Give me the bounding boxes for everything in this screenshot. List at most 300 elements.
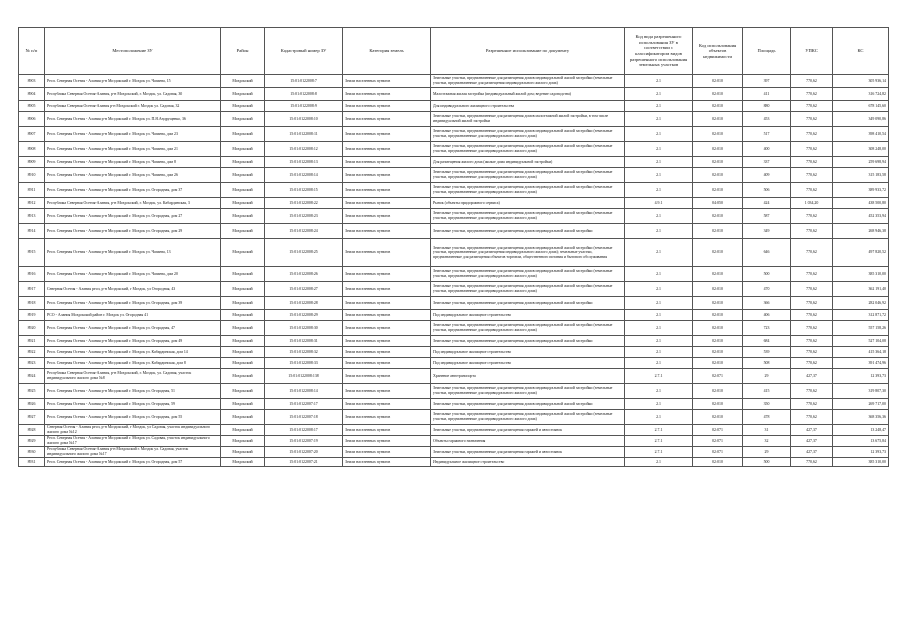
row-number: 8908 — [19, 142, 45, 157]
row-district: Моздокский — [221, 88, 265, 101]
row-area: 646 — [743, 239, 791, 267]
table-row — [19, 358, 889, 369]
row-permitted-use: Под индивидуальное жилищное строительство — [431, 358, 625, 369]
row-object-code: 02:010 — [693, 101, 743, 112]
table-row — [19, 198, 889, 209]
row-land-category: Земли населенных пунктов — [343, 239, 431, 267]
row-number: 8923 — [19, 358, 45, 369]
row-cadastral-number: 15:01:0122008:14 — [265, 384, 343, 399]
row-area: 470 — [743, 282, 791, 297]
table-row — [19, 183, 889, 198]
row-permitted-use: Земельные участки, предназначенные для размещения домов индивидуальной жилой застройки (земельные участки, предназначенные для индивидуального жилого дома) — [431, 410, 625, 425]
row-land-category: Земли населенных пунктов — [343, 75, 431, 88]
row-land-category: Земли населенных пунктов — [343, 399, 431, 410]
row-object-code: 02:010 — [693, 157, 743, 168]
row-location: Респ. Северная Осетия - Алания р-н Моздокский г. Моздок ул. Огородная, дом 37 — [45, 183, 221, 198]
row-ks: 315 183,58 — [833, 168, 889, 183]
row-upks: 770,62 — [791, 399, 833, 410]
row-use-code: 2.1 — [625, 310, 693, 321]
row-land-category: Земли населенных пунктов — [343, 321, 431, 336]
row-land-category: Земли населенных пунктов — [343, 297, 431, 310]
row-object-code: 02:010 — [693, 297, 743, 310]
row-use-code: 2.1 — [625, 88, 693, 101]
table-row — [19, 458, 889, 467]
row-object-code: 02:010 — [693, 336, 743, 347]
row-permitted-use: Индивидуальное жилищное строительство — [431, 458, 625, 467]
table-row — [19, 168, 889, 183]
row-upks: 770,62 — [791, 75, 833, 88]
row-land-category: Земли населенных пунктов — [343, 282, 431, 297]
row-ks: 389 933,72 — [833, 183, 889, 198]
row-area: 411 — [743, 88, 791, 101]
row-district: Моздокский — [221, 239, 265, 267]
row-district: Моздокский — [221, 436, 265, 447]
row-permitted-use: Земельные участки, предназначенные для размещения домов индивидуальной жилой застройки (земельные участки, предназначенные для индивидуального жилого дома) — [431, 168, 625, 183]
row-object-code: 02:010 — [693, 384, 743, 399]
row-ks: 319 807,30 — [833, 384, 889, 399]
row-permitted-use: Рынок (объекты придорожного сервиса) — [431, 198, 625, 209]
row-ks: 282 046,92 — [833, 297, 889, 310]
row-number: 8930 — [19, 447, 45, 458]
row-location: Респ. Северная Осетия - Алания р-н Моздокский г. Моздок ул. Чапаева, дом 8 — [45, 157, 221, 168]
row-permitted-use: Земельные участки, предназначенные для размещения домов индивидуальной жилой застройки (земельные участки, предназначенные для индивидуального жилого дома) — [431, 321, 625, 336]
row-district: Моздокский — [221, 183, 265, 198]
row-district: Моздокский — [221, 267, 265, 282]
row-location: РСО - Алания Моздокский район г. Моздок ул. Огородная 41 — [45, 310, 221, 321]
row-cadastral-number: 15:01:0122008:12 — [265, 142, 343, 157]
row-object-code: 02:010 — [693, 239, 743, 267]
row-district: Моздокский — [221, 282, 265, 297]
row-upks: 770,62 — [791, 157, 833, 168]
row-area: 517 — [743, 127, 791, 142]
row-cadastral-number: 15:01:0122008:13 — [265, 157, 343, 168]
table-row — [19, 310, 889, 321]
row-permitted-use: Земельные участки, предназначенные для размещения домов индивидуальной жилой застройки — [431, 399, 625, 410]
row-district: Моздокский — [221, 399, 265, 410]
row-land-category: Земли населенных пунктов — [343, 209, 431, 224]
row-number: 8926 — [19, 399, 45, 410]
row-upks: 770,62 — [791, 336, 833, 347]
row-object-code: 02:010 — [693, 142, 743, 157]
row-area: 29 — [743, 447, 791, 458]
row-district: Моздокский — [221, 112, 265, 127]
row-permitted-use: Земельные участки, предназначенные для размещения домов индивидуальной жилой застройки — [431, 224, 625, 239]
row-location: Респ. Северная Осетия - Алания р-н Моздокский г. Моздок ул. П.Я.Андрущенко, 36 — [45, 112, 221, 127]
row-use-code: 2.1 — [625, 209, 693, 224]
col-header-upks: УПКС — [791, 28, 833, 75]
row-cadastral-number: 15:01:0122008:10 — [265, 112, 343, 127]
table-row — [19, 239, 889, 267]
row-ks: 415 364,18 — [833, 347, 889, 358]
row-district: Моздокский — [221, 297, 265, 310]
row-permitted-use: Земельные участки, предназначенные для размещения гаражей и автостоянок — [431, 425, 625, 436]
row-permitted-use: Земельные участки, предназначенные для размещения домов индивидуальной жилой застройки (земельные участки, предназначенные для индивидуального жилого дома) — [431, 282, 625, 297]
row-number: 8918 — [19, 297, 45, 310]
col-header-location: Местоположение ЗУ — [45, 28, 221, 75]
row-permitted-use: Земельные участки, предназначенные для размещения домов индивидуальной жилой застройки (земельные участки, предназначенные для индивидуального жилого дома) — [431, 127, 625, 142]
col-header-area: Площадь — [743, 28, 791, 75]
row-land-category: Земли населенных пунктов — [343, 88, 431, 101]
row-cadastral-number: 15:01:0122008:24 — [265, 224, 343, 239]
row-cadastral-number: 15:01:0122008:11 — [265, 127, 343, 142]
row-use-code: 2.7.1 — [625, 425, 693, 436]
row-location: Республика Северная Осетия-Алания р-н Моздокский г. Моздок ул. Садовая, участок индивидуального жилого дома №17 — [45, 447, 221, 458]
row-number: 8927 — [19, 410, 45, 425]
row-number: 8907 — [19, 127, 45, 142]
row-object-code: 02:071 — [693, 425, 743, 436]
row-area: 337 — [743, 157, 791, 168]
row-use-code: 2.1 — [625, 168, 693, 183]
row-area: 397 — [743, 75, 791, 88]
row-use-code: 2.1 — [625, 239, 693, 267]
row-upks: 770,62 — [791, 310, 833, 321]
row-upks: 770,62 — [791, 321, 833, 336]
table-row — [19, 410, 889, 425]
row-district: Моздокский — [221, 369, 265, 384]
row-land-category: Земли населенных пунктов — [343, 157, 431, 168]
row-land-category: Земли населенных пунктов — [343, 425, 431, 436]
row-land-category: Земли населенных пунктов — [343, 112, 431, 127]
row-area: 406 — [743, 310, 791, 321]
row-upks: 770,62 — [791, 347, 833, 358]
table-row — [19, 282, 889, 297]
row-number: 8914 — [19, 224, 45, 239]
table-row — [19, 88, 889, 101]
row-number: 8910 — [19, 168, 45, 183]
row-land-category: Земли населенных пунктов — [343, 310, 431, 321]
row-ks: 12 393,73 — [833, 447, 889, 458]
row-upks: 770,62 — [791, 267, 833, 282]
row-district: Моздокский — [221, 142, 265, 157]
row-permitted-use: Земельные участки, предназначенные для размещения домов индивидуальной жилой застройки — [431, 297, 625, 310]
row-permitted-use: Под индивидуальное жилищное строительство — [431, 310, 625, 321]
row-district: Моздокский — [221, 458, 265, 467]
row-location: Респ. Северная Осетия - Алания р-н Моздокский г. Моздок ул. Чапаева, дом 21 — [45, 142, 221, 157]
col-header-cadastral-number: Кадастровый номер ЗУ — [265, 28, 343, 75]
row-location: Респ. Северная Осетия - Алания р-н Моздокский г. Моздок ул. Огородная, 51 — [45, 384, 221, 399]
row-object-code: 02:010 — [693, 310, 743, 321]
row-cadastral-number: 15:01:0122008:23 — [265, 209, 343, 224]
row-number: 8909 — [19, 157, 45, 168]
row-object-code: 02:010 — [693, 282, 743, 297]
row-ks: 259 698,94 — [833, 157, 889, 168]
row-ks: 308 248,00 — [833, 142, 889, 157]
row-location: Респ. Северная Осетия - Алания р-н Моздокский г. Моздок ул. Чапаева, дом 23 — [45, 127, 221, 142]
row-upks: 770,62 — [791, 282, 833, 297]
row-cadastral-number: 15:01:0122008:28 — [265, 297, 343, 310]
row-use-code: 4.9.1 — [625, 198, 693, 209]
col-header-object-code: Код использования объектов недвижимости — [693, 28, 743, 75]
table-row — [19, 369, 889, 384]
row-location: Республика Северная Осетия-Алания, р-н Моздокский, г. Моздок, ул. Садовая, участок индивидуального жилого дома №8 — [45, 369, 221, 384]
row-cadastral-number: 15:01:0122007:17 — [265, 399, 343, 410]
row-upks: 770,62 — [791, 112, 833, 127]
table-body — [19, 75, 889, 467]
row-location: Республика Северная Осетия-Алания р-н Моздокский г. Моздок ул. Садовая, 32 — [45, 101, 221, 112]
row-land-category: Земли населенных пунктов — [343, 458, 431, 467]
row-number: 8911 — [19, 183, 45, 198]
row-number: 8925 — [19, 384, 45, 399]
row-location: Северная Осетия - Алания респ, р-н Моздокский, г Моздок, ул Садовая, участок индивидуального жилого дома №12 — [45, 425, 221, 436]
row-cadastral-number: 15:01:0122008:26 — [265, 267, 343, 282]
row-cadastral-number: 15:01:0122008:30 — [265, 321, 343, 336]
row-area: 349 — [743, 224, 791, 239]
table-row — [19, 425, 889, 436]
row-object-code: 02:010 — [693, 168, 743, 183]
row-ks: 438 500,80 — [833, 198, 889, 209]
table-row — [19, 209, 889, 224]
row-location: Респ. Северная Осетия - Алания р-н Моздокский г. Моздок ул. Огородная, дом 57 — [45, 458, 221, 467]
row-cadastral-number: 15:01:0122008:9 — [265, 101, 343, 112]
row-ks: 305 936,14 — [833, 75, 889, 88]
table-row — [19, 224, 889, 239]
row-object-code: 02:071 — [693, 369, 743, 384]
row-area: 500 — [743, 267, 791, 282]
row-number: 8920 — [19, 321, 45, 336]
row-permitted-use: Земельные участки, предназначенные для размещения гаражей и автостоянок — [431, 447, 625, 458]
row-location: Респ. Северная Осетия - Алания р-н Моздокский г. Моздок ул. Чапаева, дом 26 — [45, 168, 221, 183]
table-row — [19, 399, 889, 410]
row-ks: 368 356,36 — [833, 410, 889, 425]
row-number: 8904 — [19, 88, 45, 101]
table-row — [19, 436, 889, 447]
row-district: Моздокский — [221, 425, 265, 436]
row-ks: 385 310,00 — [833, 267, 889, 282]
row-use-code: 2.1 — [625, 142, 693, 157]
row-land-category: Земли населенных пунктов — [343, 410, 431, 425]
row-number: 8912 — [19, 198, 45, 209]
table-row — [19, 75, 889, 88]
row-district: Моздокский — [221, 127, 265, 142]
row-use-code: 2.1 — [625, 410, 693, 425]
row-cadastral-number: 15:01:0122008:25 — [265, 239, 343, 267]
row-land-category: Земли населенных пунктов — [343, 142, 431, 157]
row-area: 366 — [743, 297, 791, 310]
row-location: Респ. Северная Осетия - Алания р-н Моздокский г. Моздок ул. Огородная, 59 — [45, 399, 221, 410]
row-upks: 770,62 — [791, 410, 833, 425]
row-object-code: 02:010 — [693, 358, 743, 369]
table-row — [19, 267, 889, 282]
row-object-code: 02:010 — [693, 321, 743, 336]
cadastral-value-table — [18, 27, 889, 467]
row-area: 424 — [743, 198, 791, 209]
row-number: 8931 — [19, 458, 45, 467]
row-number: 8922 — [19, 347, 45, 358]
row-location: Респ. Северная Осетия - Алания р-н Моздокский г. Моздок ул. Садовая, участок индивидуального жилого дома №17 — [45, 436, 221, 447]
row-use-code: 2.1 — [625, 224, 693, 239]
row-upks: 770,62 — [791, 224, 833, 239]
row-district: Моздокский — [221, 168, 265, 183]
row-area: 723 — [743, 321, 791, 336]
row-land-category: Земли населенных пунктов — [343, 436, 431, 447]
row-number: 8919 — [19, 310, 45, 321]
row-ks: 268 946,38 — [833, 224, 889, 239]
row-upks: 770,62 — [791, 384, 833, 399]
row-use-code: 2.7.1 — [625, 447, 693, 458]
row-area: 350 — [743, 399, 791, 410]
row-cadastral-number: 15:01:0122008:138 — [265, 369, 343, 384]
row-ks: 349 090,86 — [833, 112, 889, 127]
row-ks: 13 675,84 — [833, 436, 889, 447]
row-area: 415 — [743, 384, 791, 399]
row-object-code: 04:050 — [693, 198, 743, 209]
table-row — [19, 101, 889, 112]
row-permitted-use: Земельные участки, предназначенные для размещения домов малоэтажной жилой застройки, в том числе индивидуальной жилой застройки — [431, 112, 625, 127]
row-upks: 770,62 — [791, 127, 833, 142]
row-land-category: Земли населенных пунктов — [343, 347, 431, 358]
row-area: 453 — [743, 112, 791, 127]
row-use-code: 2.1 — [625, 183, 693, 198]
row-district: Моздокский — [221, 310, 265, 321]
row-area: 500 — [743, 458, 791, 467]
row-use-code: 2.1 — [625, 399, 693, 410]
row-number: 8928 — [19, 425, 45, 436]
row-ks: 398 410,54 — [833, 127, 889, 142]
row-upks: 427,37 — [791, 436, 833, 447]
row-use-code: 2.1 — [625, 336, 693, 347]
row-permitted-use: Земельные участки, предназначенные для размещения домов индивидуальной жилой застройки (земельные участки, предназначенные для размещения индивидуального жилого дома); земельные участки, предназначенные для размещения объектов торговли, общественного питания и бытового обслуживания — [431, 239, 625, 267]
row-upks: 770,62 — [791, 239, 833, 267]
row-cadastral-number: 15:01:0122008:7 — [265, 75, 343, 88]
row-use-code: 2.1 — [625, 157, 693, 168]
row-land-category: Земли населенных пунктов — [343, 267, 431, 282]
table-row — [19, 321, 889, 336]
row-permitted-use: Земельные участки, предназначенные для размещения домов индивидуальной жилой застройки (земельные участки, предназначенные для индивидуального жилого дома) — [431, 142, 625, 157]
row-area: 32 — [743, 436, 791, 447]
row-use-code: 2.1 — [625, 347, 693, 358]
row-upks: 770,62 — [791, 458, 833, 467]
row-use-code: 2.1 — [625, 267, 693, 282]
row-ks: 527 104,08 — [833, 336, 889, 347]
row-area: 31 — [743, 425, 791, 436]
row-upks: 770,62 — [791, 142, 833, 157]
row-cadastral-number: 15:01:0122007:18 — [265, 410, 343, 425]
row-land-category: Земли населенных пунктов — [343, 384, 431, 399]
table-row — [19, 297, 889, 310]
row-cadastral-number: 15:01:0122008:31 — [265, 336, 343, 347]
row-location: Респ. Северная Осетия - Алания р-н Моздокский г. Моздок ул. Огородная, дом 49 — [45, 336, 221, 347]
row-object-code: 02:010 — [693, 458, 743, 467]
row-upks: 427,37 — [791, 447, 833, 458]
row-upks: 427,37 — [791, 425, 833, 436]
row-number: 8921 — [19, 336, 45, 347]
col-header-number: № п/п — [19, 28, 45, 75]
row-district: Моздокский — [221, 101, 265, 112]
row-number: 8916 — [19, 267, 45, 282]
row-cadastral-number: 15:01:0122008:27 — [265, 282, 343, 297]
row-land-category: Земли населенных пунктов — [343, 101, 431, 112]
row-number: 8913 — [19, 209, 45, 224]
row-district: Моздокский — [221, 447, 265, 458]
row-upks: 770,62 — [791, 88, 833, 101]
row-ks: 312 871,72 — [833, 310, 889, 321]
row-number: 8905 — [19, 101, 45, 112]
row-area: 684 — [743, 336, 791, 347]
row-cadastral-number: 15:01:0122008:15 — [265, 183, 343, 198]
row-number: 8906 — [19, 112, 45, 127]
row-upks: 770,62 — [791, 297, 833, 310]
row-use-code: 2.1 — [625, 384, 693, 399]
row-location: Респ. Северная Осетия - Алания р-н Моздокский г. Моздок ул. Кабардинская, дом 8 — [45, 358, 221, 369]
row-ks: 452 353,94 — [833, 209, 889, 224]
row-location: Республика Северная Осетия-Алания, р-н Моздокский, г. Моздок, ул. Садовая, 30 — [45, 88, 221, 101]
table-row — [19, 336, 889, 347]
row-use-code: 2.7.1 — [625, 436, 693, 447]
row-ks: 316 724,82 — [833, 88, 889, 101]
row-use-code: 2.1 — [625, 127, 693, 142]
row-use-code: 2.1 — [625, 282, 693, 297]
row-upks: 770,62 — [791, 358, 833, 369]
row-ks: 497 820,52 — [833, 239, 889, 267]
row-location: Респ. Северная Осетия - Алания р-н Моздокский г. Моздок ул. Огородная, дом 55 — [45, 410, 221, 425]
row-district: Моздокский — [221, 336, 265, 347]
row-district: Моздокский — [221, 224, 265, 239]
row-location: Респ. Северная Осетия - Алания р-н Моздокский г. Моздок ул. Огородная, дом 27 — [45, 209, 221, 224]
row-location: Республика Северная Осетия-Алания, р-н Моздокский, г. Моздок, ул. Кабардинская, 3 — [45, 198, 221, 209]
row-permitted-use: Малоэтажная жилая застройка (индивидуальный жилой дом; ведение садоводства) — [431, 88, 625, 101]
row-number: 8915 — [19, 239, 45, 267]
row-upks: 770,62 — [791, 183, 833, 198]
row-cadastral-number: 15:01:0122008:33 — [265, 358, 343, 369]
row-object-code: 02:010 — [693, 267, 743, 282]
row-upks: 1 034,20 — [791, 198, 833, 209]
table-row — [19, 384, 889, 399]
row-cadastral-number: 15:01:0122007:20 — [265, 447, 343, 458]
row-permitted-use: Земельные участки, предназначенные для размещения домов индивидуальной жилой застройки (земельные участки, предназначенные для размещения индивидуального жилого дома) — [431, 75, 625, 88]
row-location: Респ. Северная Осетия - Алания р-н Моздокский г. Моздок ул. Кабардинская, дом 14 — [45, 347, 221, 358]
row-number: 8903 — [19, 75, 45, 88]
row-object-code: 02:010 — [693, 347, 743, 358]
row-permitted-use: Для индивидуального жилищного строительства — [431, 101, 625, 112]
row-object-code: 02:010 — [693, 75, 743, 88]
row-ks: 385 310,00 — [833, 458, 889, 467]
row-permitted-use: Земельные участки, предназначенные для размещения домов индивидуальной жилой застройки (земельные участки, предназначенные для индивидуального жилого дома) — [431, 209, 625, 224]
row-land-category: Земли населенных пунктов — [343, 358, 431, 369]
row-land-category: Земли населенных пунктов — [343, 447, 431, 458]
table-row — [19, 157, 889, 168]
row-ks: 362 191,40 — [833, 282, 889, 297]
row-number: 8924 — [19, 369, 45, 384]
row-permitted-use: Под индивидуальное жилищное строительство — [431, 347, 625, 358]
row-area: 508 — [743, 358, 791, 369]
row-use-code: 2.1 — [625, 358, 693, 369]
col-header-land-category: Категория земель — [343, 28, 431, 75]
row-location: Респ. Северная Осетия - Алания р-н Моздокский г. Моздок ул. Чапаева, 13 — [45, 239, 221, 267]
row-permitted-use: Земельные участки, предназначенные для размещения домов индивидуальной жилой застройки — [431, 336, 625, 347]
table-row — [19, 112, 889, 127]
row-district: Моздокский — [221, 384, 265, 399]
row-area: 29 — [743, 369, 791, 384]
row-object-code: 02:010 — [693, 127, 743, 142]
row-location: Респ. Северная Осетия - Алания р-н Моздокский г. Моздок ул. Огородная, дом 29 — [45, 224, 221, 239]
row-cadastral-number: 15:01:0122007:19 — [265, 436, 343, 447]
table-header-row — [19, 28, 889, 75]
row-district: Моздокский — [221, 347, 265, 358]
row-district: Моздокский — [221, 358, 265, 369]
row-cadastral-number: 15:01:0122008:8 — [265, 88, 343, 101]
row-location: Респ. Северная Осетия - Алания р-н Моздокский г. Моздок ул. Чапаева, дом 20 — [45, 267, 221, 282]
row-area: 400 — [743, 142, 791, 157]
row-cadastral-number: 15:01:0122008:29 — [265, 310, 343, 321]
row-area: 880 — [743, 101, 791, 112]
row-area: 409 — [743, 168, 791, 183]
row-area: 587 — [743, 209, 791, 224]
row-area: 478 — [743, 410, 791, 425]
col-header-district: Район — [221, 28, 265, 75]
row-use-code: 2.1 — [625, 75, 693, 88]
row-location: Респ. Северная Осетия - Алания р-н Моздокский г. Моздок ул. Огородная, дом 39 — [45, 297, 221, 310]
row-land-category: Земли населенных пунктов — [343, 168, 431, 183]
